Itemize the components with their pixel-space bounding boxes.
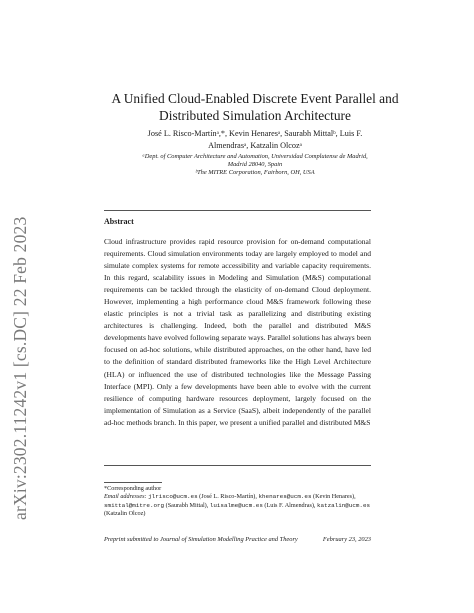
authors-line-2: Almendrasᵃ, Katzalin Olcozᵃ <box>208 140 302 150</box>
corresponding-author-note: *Corresponding author <box>104 485 162 492</box>
email-owner-4: (Luis F. Almendras), <box>264 501 316 509</box>
email-link-4[interactable]: luisalme@ucm.es <box>209 501 263 509</box>
email-link-1[interactable]: jlrisco@ucm.es <box>148 493 198 501</box>
affiliation-a-line-2: Madrid 28040, Spain <box>227 161 283 169</box>
affiliation-b: ᵇThe MITRE Corporation, Fairborn, OH, USA <box>195 169 315 177</box>
abstract-top-rule <box>104 210 371 211</box>
preprint-footer <box>104 536 371 543</box>
footnote <box>104 485 374 518</box>
abstract-heading: Abstract <box>104 217 134 226</box>
title-line-2: Distributed Simulation Architecture <box>159 107 351 123</box>
paper-title <box>60 91 450 124</box>
preprint-date: February 23, 2023 <box>322 536 371 543</box>
email-owner-2: (Kevin Henares), <box>313 493 356 501</box>
email-addresses <box>104 493 374 518</box>
footnote-rule <box>104 482 162 483</box>
abstract-body: Cloud infrastructure provides rapid resource provision for on-demand computational requirements. Cloud simulation environments today are largely employed to model and simulate complex systems for remote accessibility and variable capacity requirements. In this regard, scalability issues in Modeling and Simulation (M&S) computational requirements can be tackled through the elasticity of on-demand Cloud deployment. However, implementing a high performance cloud M&S framework following these elastic principles is not a trivial task as parallelizing and distributing existing architectures is challenging. Indeed, both the parallel and distributed M&S developments have evolved following separate ways. Parallel solutions has always been focused on ad-hoc solutions, while distributed approaches, on the other hand, have led to the definition of standard distributed frameworks like the High Level Architecture (HLA) or influenced the use of distributed technologies like the Message Passing Interface (MPI). Only a few developments have been able to evolve with the current resilience of computing hardware resources deployment, largely focused on the implementation of Simulation as a Service (SaaS), albeit independently of the parallel ad-hoc methods branch. In this paper, we present a unified parallel and distributed M&S <box>104 237 371 427</box>
email-label: Email addresses: <box>104 493 147 501</box>
abstract-bottom-rule <box>104 465 371 466</box>
arxiv-sidebar-stamp <box>4 160 34 520</box>
author-list <box>60 128 450 151</box>
email-link-3[interactable]: smittal@mitre.org <box>104 501 165 509</box>
email-owner-1: (José L. Risco-Martín), <box>199 493 257 501</box>
email-link-5[interactable]: katzalin@ucm.es <box>317 501 371 509</box>
arxiv-identifier: arXiv:2302.11242v1 [cs.DC] 22 Feb 2023 <box>10 216 30 520</box>
email-link-2[interactable]: khenares@ucm.es <box>258 493 312 501</box>
title-line-1: A Unified Cloud-Enabled Discrete Event Parallel and <box>111 91 399 106</box>
authors-line-1: José L. Risco-Martínᵃ,*, Kevin Henaresᵃ, Saurabh Mittalᵇ, Luis F. <box>147 129 363 138</box>
email-owner-5: (Katzalin Olcoz) <box>104 509 146 517</box>
affiliation-a-line-1: ᵃDept. of Computer Architecture and Automation, Universidad Complutense de Madrid, <box>142 153 368 160</box>
preprint-journal: Preprint submitted to Journal of Simulation Modelling Practice and Theory <box>104 536 298 543</box>
email-owner-3: (Saurabh Mittal), <box>165 501 209 509</box>
affiliations <box>60 153 450 178</box>
